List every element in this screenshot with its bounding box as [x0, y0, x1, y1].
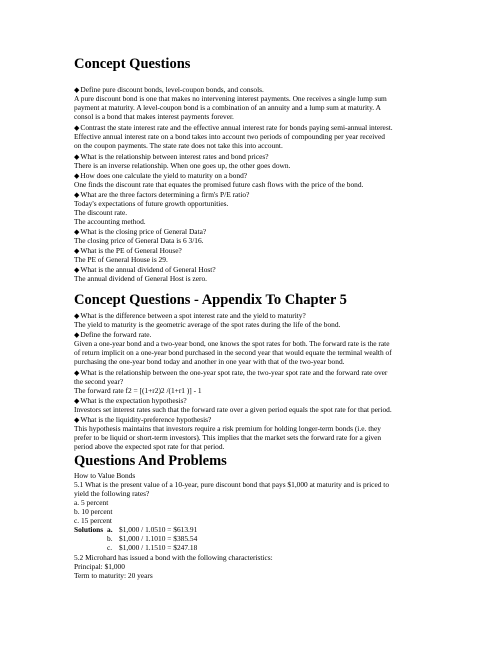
question-5: ◆What are the three factors determining a firm's P/E ratio?: [74, 190, 250, 199]
answer-13-line-2: prefer to be liquid or short-term investors). This implies that the market sets the forward rate for a given: [74, 433, 382, 442]
problem-5-1-line-2: yield the following rates?: [74, 489, 150, 498]
answer-6: The closing price of General Data is 6 3/16.: [74, 236, 204, 245]
answer-2-line-1: Effective annual interest rate on a bond takes into account two periods of compounding per year received: [74, 132, 385, 141]
diamond-bullet-icon: ◆: [74, 86, 80, 94]
diamond-bullet-icon: ◆: [74, 247, 80, 255]
answer-1-line-1: A pure discount bond is one that makes no intervening interest payments. One receives a single lump sum: [74, 94, 387, 103]
solution-text: $1,000 / 1.1510 = $247.18: [119, 543, 198, 552]
solution-text: $1,000 / 1.0510 = $613.91: [119, 525, 198, 534]
answer-1-line-2: payment at maturity. A level-coupon bond is a combination of an annuity and a lump sum at maturity. A: [74, 103, 381, 112]
diamond-bullet-icon: ◆: [74, 331, 80, 339]
problem-5-2-principal: Principal: $1,000: [74, 562, 125, 571]
diamond-bullet-icon: ◆: [74, 397, 80, 405]
question-3: ◆What is the relationship between interest rates and bond prices?: [74, 152, 269, 161]
solution-a: [74, 525, 474, 534]
question-6: ◆What is the closing price of General Data?: [74, 227, 207, 236]
answer-8: The annual dividend of General Host is zero.: [74, 274, 207, 283]
answer-10-line-3: purchasing the one-year bond today and another in one year with that of the two-year bond.: [74, 357, 345, 366]
diamond-bullet-icon: ◆: [74, 124, 80, 132]
answer-5-line-1: Today's expectations of future growth opportunities.: [74, 199, 229, 208]
answer-4: One finds the discount rate that equates the promised future cash flows with the price of the bond.: [74, 180, 364, 189]
answer-13-line-3: period above the expected spot rate for that period.: [74, 442, 225, 451]
solutions-label: Solutions: [74, 525, 104, 534]
diamond-bullet-icon: ◆: [74, 228, 80, 236]
question-4: ◆How does one calculate the yield to maturity on a bond?: [74, 171, 248, 180]
problem-5-2: 5.2 Microhard has issued a bond with the following characteristics:: [74, 553, 273, 562]
answer-5-line-2: The discount rate.: [74, 208, 128, 217]
question-9: ◆What is the difference between a spot interest rate and the yield to maturity?: [74, 311, 306, 320]
question-11-line-1: ◆What is the relationship between the one-year spot rate, the two-year spot rate and the forward rate over: [74, 368, 388, 377]
diamond-bullet-icon: ◆: [74, 153, 80, 161]
answer-12: Investors set interest rates such that the forward rate over a given period equals the spot rate for that period.: [74, 405, 392, 414]
answer-2-line-2: on the coupon payments. The state rate does not take this into account.: [74, 141, 283, 150]
question-10: ◆Define the forward rate.: [74, 330, 152, 339]
problem-5-1-line-1: 5.1 What is the present value of a 10-year, pure discount bond that pays $1,000 at maturity and is priced to: [74, 480, 390, 489]
solution-text: $1,000 / 1.1010 = $385.54: [119, 534, 198, 543]
diamond-bullet-icon: ◆: [74, 312, 80, 320]
answer-5-line-3: The accounting method.: [74, 217, 146, 226]
question-13: ◆What is the liquidity-preference hypothesis?: [74, 415, 212, 424]
answer-10-line-2: of return implicit on a one-year bond purchased in the second year that would equate the terminal wealth of: [74, 348, 392, 357]
solution-letter: a.: [107, 525, 113, 534]
diamond-bullet-icon: ◆: [74, 416, 80, 424]
question-7: ◆What is the PE of General House?: [74, 246, 182, 255]
question-8: ◆What is the annual dividend of General Host?: [74, 265, 216, 274]
question-12: ◆What is the expectation hypothesis?: [74, 396, 187, 405]
answer-3: There is an inverse relationship. When one goes up, the other goes down.: [74, 161, 291, 170]
answer-9: The yield to maturity is the geometric average of the spot rates during the life of the bond.: [74, 320, 341, 329]
question-1: ◆Define pure discount bonds, level-coupon bonds, and consols.: [74, 85, 264, 94]
answer-10-line-1: Given a one-year bond and a two-year bond, one knows the spot rates for both. The forward rate is the rate: [74, 339, 390, 348]
diamond-bullet-icon: ◆: [74, 266, 80, 274]
problem-5-2-term: Term to maturity: 20 years: [74, 571, 153, 580]
option-c: c. 15 percent: [74, 516, 112, 525]
diamond-bullet-icon: ◆: [74, 369, 80, 377]
solution-letter: c.: [107, 543, 113, 552]
question-2: ◆Contrast the state interest rate and the effective annual interest rate for bonds paying semi-annual interest.: [74, 123, 393, 132]
subheading-value-bonds: How to Value Bonds: [74, 471, 136, 480]
solution-letter: b.: [107, 534, 113, 543]
option-a: a. 5 percent: [74, 498, 109, 507]
diamond-bullet-icon: ◆: [74, 172, 80, 180]
question-11-line-2: the second year?: [74, 377, 124, 386]
answer-13-line-1: This hypothesis maintains that investors require a risk premium for holding longer-term bonds (i.e. they: [74, 424, 381, 433]
heading-appendix: Concept Questions - Appendix To Chapter 5: [74, 292, 347, 308]
option-b: b. 10 percent: [74, 507, 113, 516]
answer-7: The PE of General House is 29.: [74, 255, 168, 264]
heading-concept-questions: Concept Questions: [74, 56, 191, 72]
answer-11: The forward rate f2 = [(1+r2)2 /(1+r1 )] - 1: [74, 386, 202, 395]
diamond-bullet-icon: ◆: [74, 191, 80, 199]
heading-questions-problems: Questions And Problems: [74, 453, 227, 469]
answer-1-line-3: consol is a bond that makes interest payments forever.: [74, 112, 234, 121]
